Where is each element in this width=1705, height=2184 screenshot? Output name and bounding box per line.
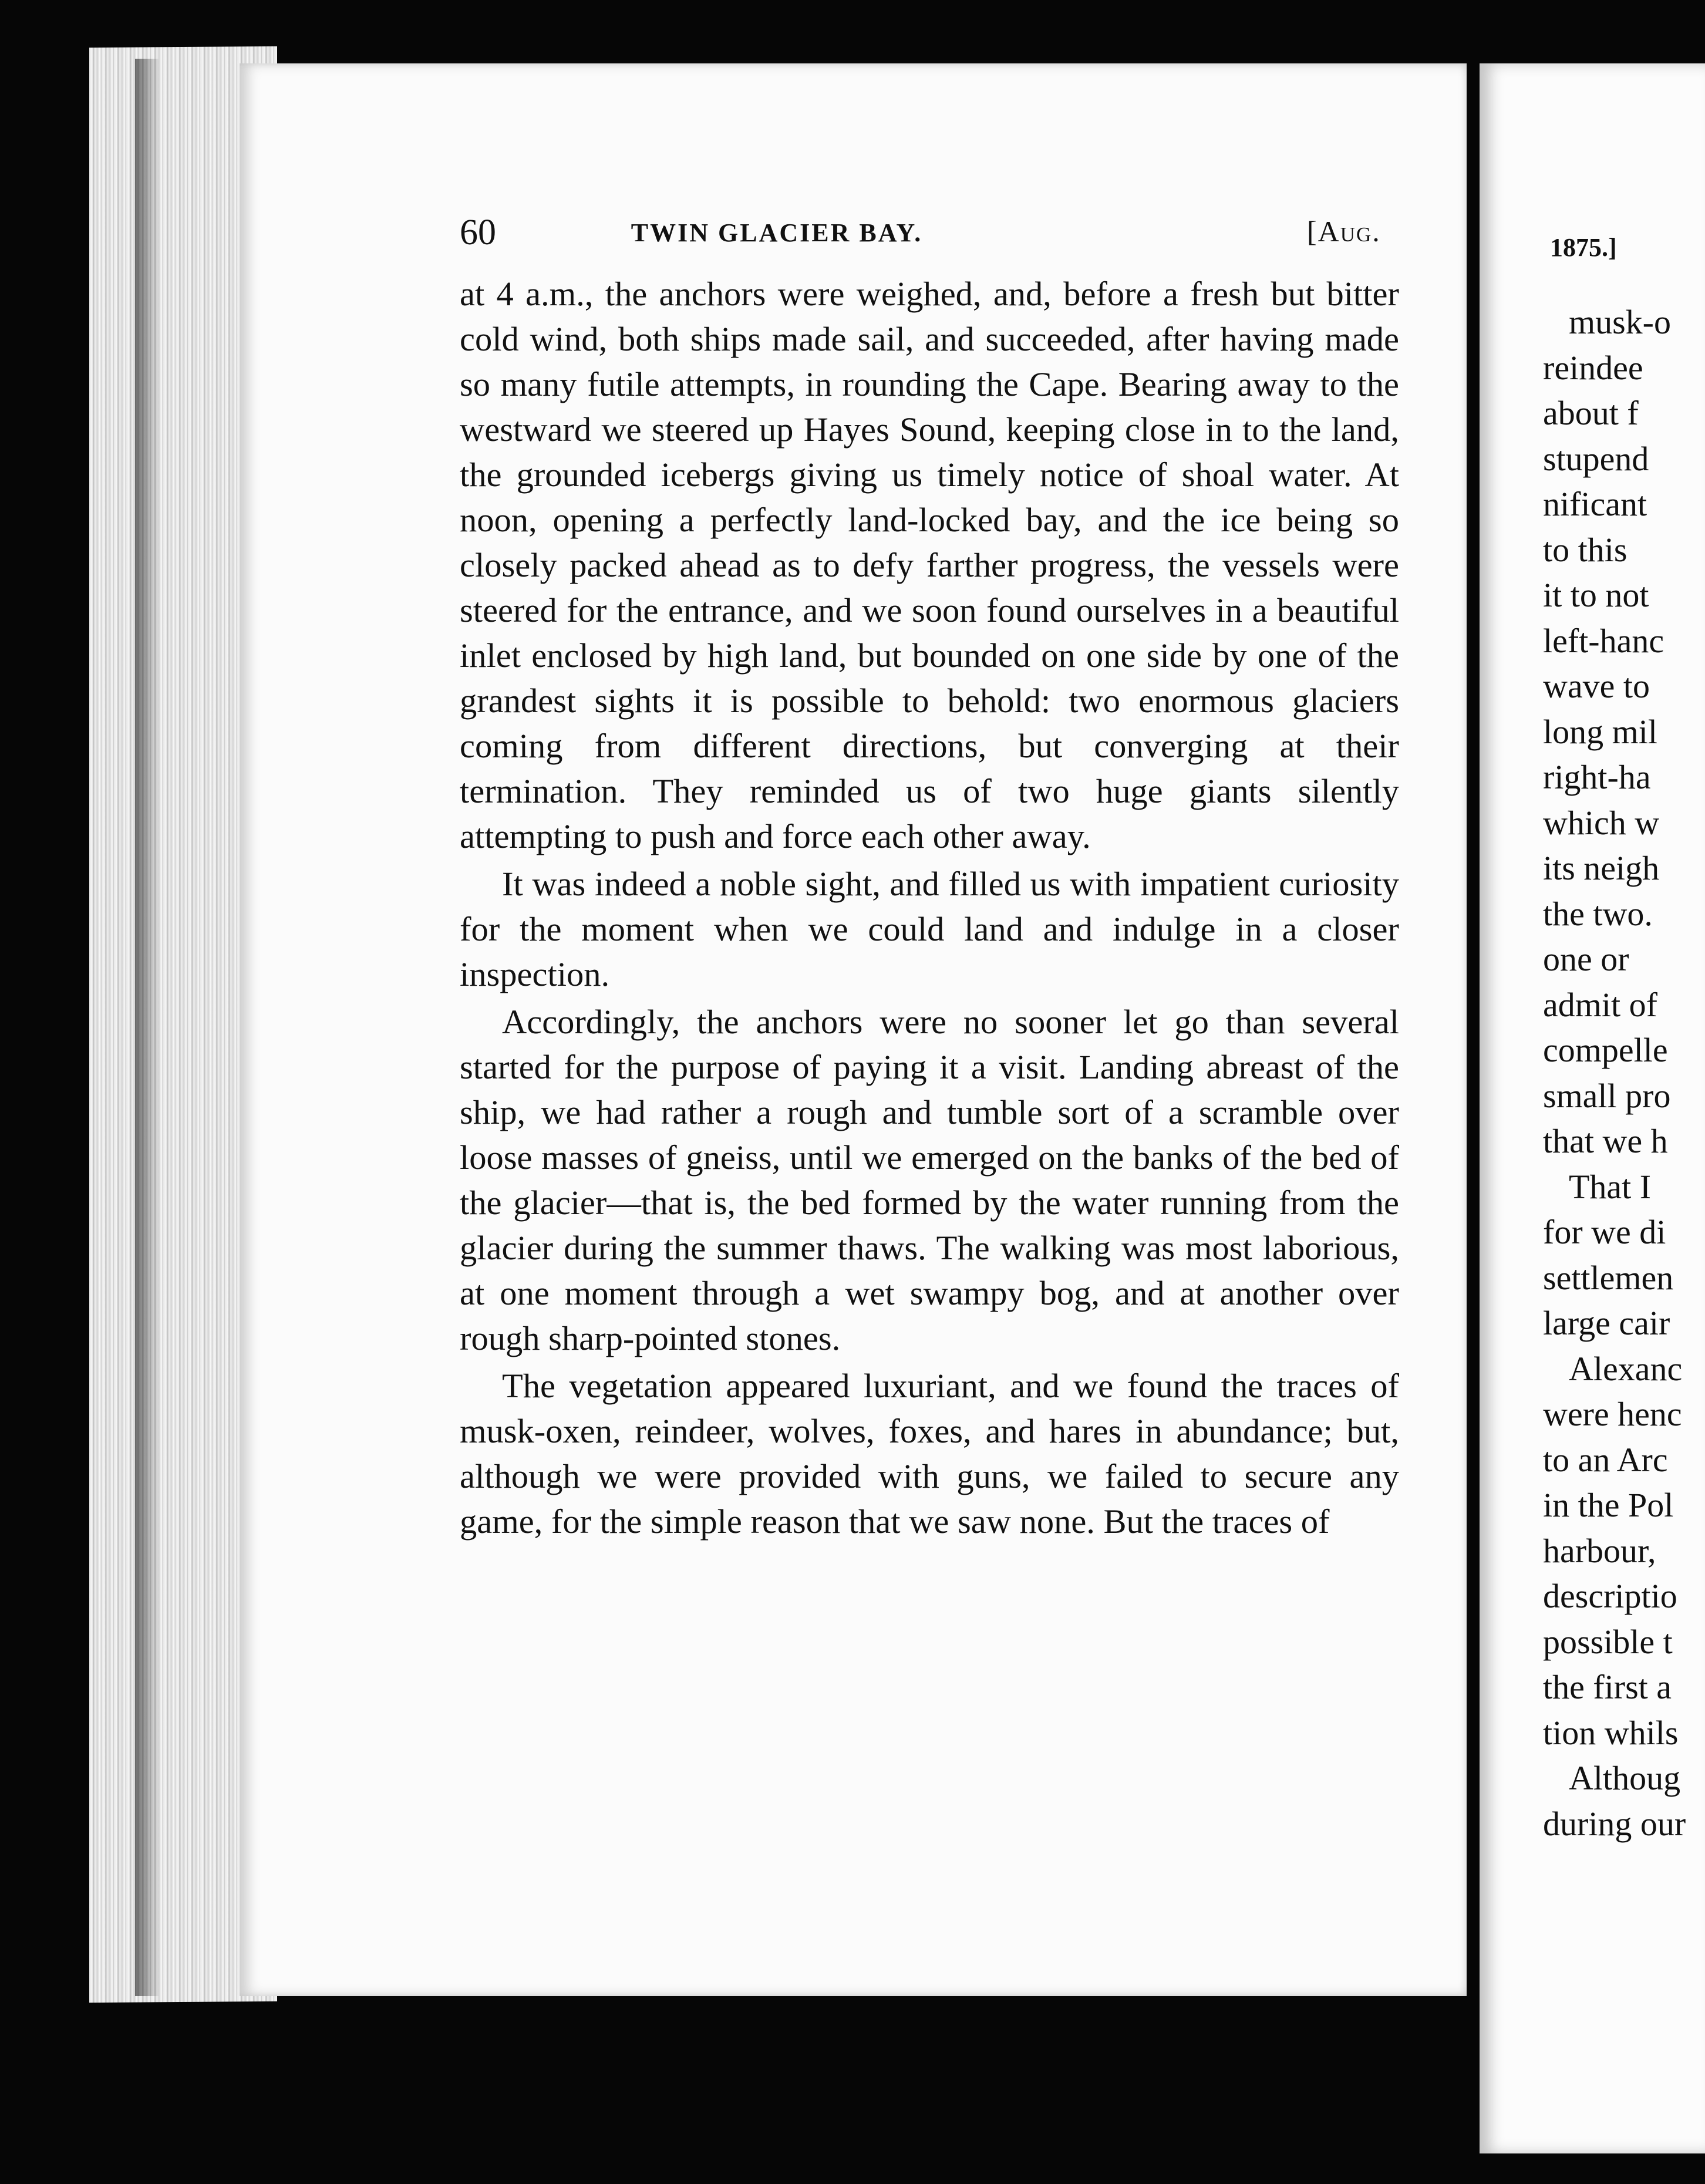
- right-page-line: its neigh: [1543, 849, 1660, 887]
- right-page-line: musk-o: [1569, 303, 1671, 341]
- right-page-line: the first a: [1543, 1668, 1672, 1706]
- right-page-line: descriptio: [1543, 1577, 1677, 1615]
- right-page-line: stupend: [1543, 439, 1649, 478]
- left-page: [240, 63, 1467, 1996]
- right-page-line: reindee: [1543, 348, 1643, 387]
- right-page-line: that we h: [1543, 1122, 1668, 1160]
- right-page-line: compelle: [1543, 1031, 1668, 1069]
- right-page-header: 1875.]: [1550, 233, 1617, 262]
- right-page-line: Althoug: [1569, 1759, 1681, 1797]
- header-date: [Aug.: [1307, 215, 1381, 248]
- right-page-line: That I: [1569, 1167, 1652, 1206]
- paragraph: at 4 a.m., the anchors were weighed, and, before a fresh but bitter cold wind, both ships made sail, and succeeded, after having made so many futile attempts, in rounding the Cape. Bearing away to the westward we steered up Hayes Sound, keeping close in to the land, the grounded icebergs giving us timely notice of shoal water. At noon, opening a perfectly land-locked bay, and the ice being so closely packed ahead as to defy farther progress, the vessels were steered for the entrance, and we soon found ourselves in a beautiful inlet enclosed by high land, but bounded on one side by one of the grandest sights it is possible to behold: two enormous glaciers coming from different directions, but converging at their termination. They reminded us of two huge giants silently attempting to push and force each other away.: [460, 275, 1399, 855]
- right-page-line: admit of: [1543, 985, 1657, 1024]
- paragraph: The vegetation appeared luxuriant, and we found the traces of musk-oxen, reindeer, wolves, foxes, and hares in abundance; but, although we were provided with guns, we failed to secure any game, for the simple reason that we saw none. But the traces of: [460, 1367, 1399, 1541]
- right-page-line: settlemen: [1543, 1258, 1674, 1297]
- right-page-line: left-hanc: [1543, 621, 1664, 660]
- right-page-line: in the Pol: [1543, 1486, 1674, 1524]
- right-page-line: possible t: [1543, 1622, 1673, 1661]
- paragraph: Accordingly, the anchors were no sooner let go than several started for the purpose of paying it a visit. Landing abreast of the ship, we had rather a rough and tumble sort of a scramble over loose masses of gneiss, until we emerged on the banks of the bed of the glacier—that is, the bed formed by the water running from the glacier during the summer thaws. The walking was most laborious, at one moment through a wet swampy bog, and at another over rough sharp-pointed stones.: [460, 1003, 1399, 1357]
- page-number: 60: [460, 213, 496, 252]
- right-page-line: one or: [1543, 940, 1629, 978]
- right-page-line: right-ha: [1543, 758, 1651, 796]
- right-page-line: large cair: [1543, 1304, 1670, 1342]
- right-page-line: Alexanc: [1569, 1349, 1683, 1388]
- right-page: [1480, 63, 1705, 2153]
- right-page-line: during our: [1543, 1804, 1686, 1843]
- right-page-text: [1543, 299, 1686, 1846]
- running-title: TWIN GLACIER BAY.: [631, 218, 923, 247]
- right-page-line: wave to: [1543, 667, 1650, 705]
- right-page-line: harbour,: [1543, 1531, 1656, 1570]
- gutter-shadow: [135, 59, 159, 1996]
- right-page-line: it to not: [1543, 576, 1649, 614]
- right-page-line: to this: [1543, 530, 1628, 569]
- right-page-line: nificant: [1543, 485, 1647, 523]
- right-page-line: long mil: [1543, 712, 1657, 751]
- right-page-line: which w: [1543, 803, 1660, 842]
- right-page-line: were henc: [1543, 1395, 1682, 1433]
- right-page-line: about f: [1543, 394, 1639, 432]
- paragraph: It was indeed a noble sight, and filled us with impatient curiosity for the moment when we could land and indulge in a closer inspection.: [460, 865, 1399, 993]
- right-page-line: small pro: [1543, 1076, 1671, 1115]
- right-page-line: tion whils: [1543, 1713, 1679, 1752]
- right-page-line: for we di: [1543, 1213, 1666, 1251]
- right-page-line: to an Arc: [1543, 1440, 1668, 1479]
- right-page-line: the two.: [1543, 894, 1653, 933]
- body-text: [460, 271, 1399, 1544]
